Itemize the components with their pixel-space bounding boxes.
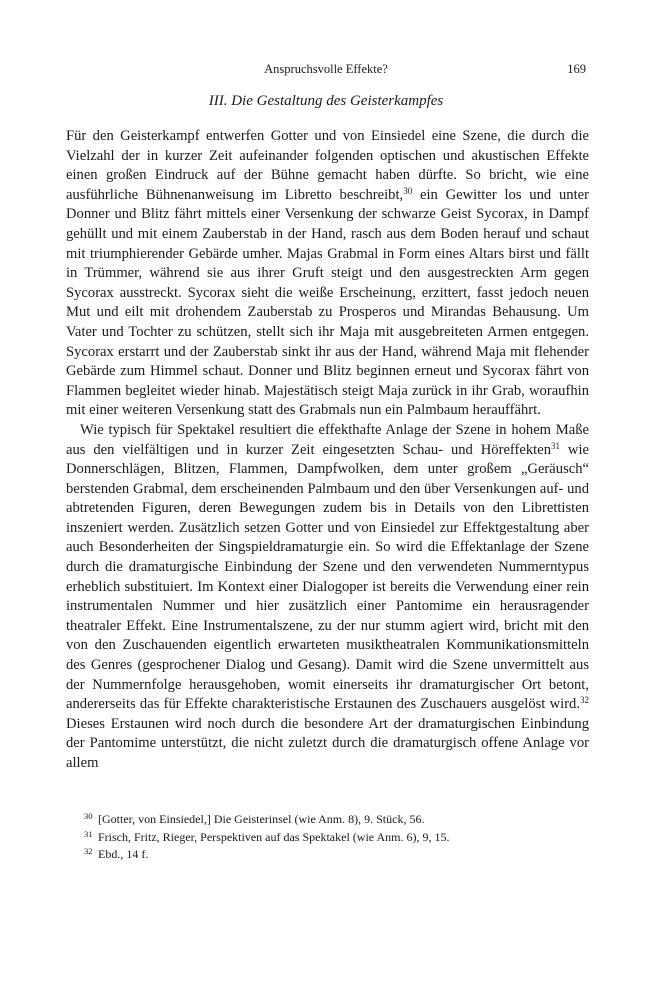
footnote-ref-32[interactable]: 32 <box>580 695 589 706</box>
running-head <box>66 62 586 80</box>
footnote-ref-31[interactable]: 31 <box>551 440 560 451</box>
footnote-32 <box>84 846 589 864</box>
footnote-ref-30[interactable]: 30 <box>403 185 413 196</box>
footnote-text: Ebd., 14 f. <box>98 847 149 861</box>
body-text <box>66 127 589 774</box>
paragraph-2 <box>66 421 589 774</box>
paragraph-2-text-2: wie Donnerschlägen, Blitzen, Flammen, Dampfwolken, dem unter großem „Geräusch“ berstenden Grabmal, dem erscheinenden Palmbaum und den über Versenkungen auf- und abtretenden Figuren, deren Bewegungen zudem bis in Details von den Librettisten inszeniert werden. Zusätzlich setzen Gotter und von Einsiedel zur Effektgestaltung aber auch Besonderheiten der Singspieldramaturgie ein. So wird die Effektanlage der Szene durch die dramaturgische Einbindung der Szene und den verwendeten Nummerntypus erheblich substituiert. Im Kontext einer Dialogoper ist bereits die Verwendung einer rein instrumentalen Nummer und hier zusätzlich einer Pantomime ein herausragender theatraler Effekt. Eine Instrumentalszene, zu der nur stumm agiert wird, bricht mit den von den Zuschauenden eigentlich erwarteten musiktheatralen Kommunikationsmitteln des Genres (gesprochener Dialog und Gesang). Damit wird die Szene unvermittelt aus der Nummernfolge herausgehoben, womit einerseits ihr dramaturgischer Ort betont, andererseits das für Effekte charakteristische Erstaunen des Zuschauers ausgelöst wird. <box>66 441 589 713</box>
paragraph-1-text-1: Für den Geisterkampf entwerfen Gotter und von Einsiedel eine Szene, die durch die Vielzahl der in kurzer Zeit aufeinander folgenden optischen und akustischen Effekte einen großen Eindruck auf der Bühne gemacht haben dürfte. So bricht, wie eine ausführliche Bühnenanweisung im Libretto beschreibt, <box>66 128 589 203</box>
footnote-text: Frisch, Fritz, Rieger, Perspektiven auf das Spektakel (wie Anm. 6), 9, 15. <box>98 829 450 844</box>
paragraph-2-text-1: Wie typisch für Spektakel resultiert die effekthafte Anlage der Szene in hohem Maße aus den vielfältigen und in kurzer Zeit eingesetzten Schau- und Höreffekten <box>66 421 589 458</box>
footnote-number: 32 <box>84 846 93 856</box>
running-title: Anspruchsvolle Effekte? <box>264 62 388 76</box>
section-heading: III. Die Gestaltung des Geisterkampfes <box>208 93 444 109</box>
paragraph-1-text-2: ein Gewitter los und unter Donner und Blitz fährt mittels einer Versenkung der schwarze Geist Sycorax, in Dampf gehüllt und mit einem Zauberstab in der Hand, rasch aus dem Boden herauf und schaut mit triumphierender Gebärde umher. Majas Grabmal in Form eines Altars birst und fällt in Trümmer, während sie aus ihrer Gruft steigt und den ausgestreckten Arm gegen Sycorax ausstreckt. Sycorax sieht die weiße Erscheinung, erzittert, fasst jedoch neuen Mut und eilt mit drohendem Zauberstab zu Prosperos und Mirandas Behausung. Um Vater und Tochter zu schützen, stellt sich ihr Maja mit ausgebreiteten Armen entgegen. Sycorax erstarrt und der Zauberstab sinkt ihr aus der Hand, während Maja mit flehender Gebärde zum Himmel schaut. Donner und Blitz beginnen erneut und Sycorax fährt von Flammen begleitet wieder hinab. Majestätisch steigt Maja zurück in ihr Grab, woraufhin mit einer weiteren Versenkung statt des Grabmals nun ein Palmbaum herauffährt. <box>66 186 589 419</box>
footnote-text: [Gotter, von Einsiedel,] Die Geisterinsel (wie Anm. 8), 9. Stück, 56. <box>98 812 425 826</box>
footnote-31 <box>84 829 589 847</box>
paragraph-2-text-3: Dieses Erstaunen wird noch durch die besondere Art der dramaturgischen Einbindung der Pantomime unterstützt, die nicht zuletzt durch die dramaturgisch offene Anlage vor allem <box>66 715 589 771</box>
footnote-number: 30 <box>84 811 93 821</box>
footnotes <box>84 811 589 864</box>
footnote-30 <box>84 811 589 829</box>
page-number: 169 <box>567 62 586 76</box>
paragraph-1 <box>66 127 589 421</box>
footnote-number: 31 <box>84 828 93 839</box>
